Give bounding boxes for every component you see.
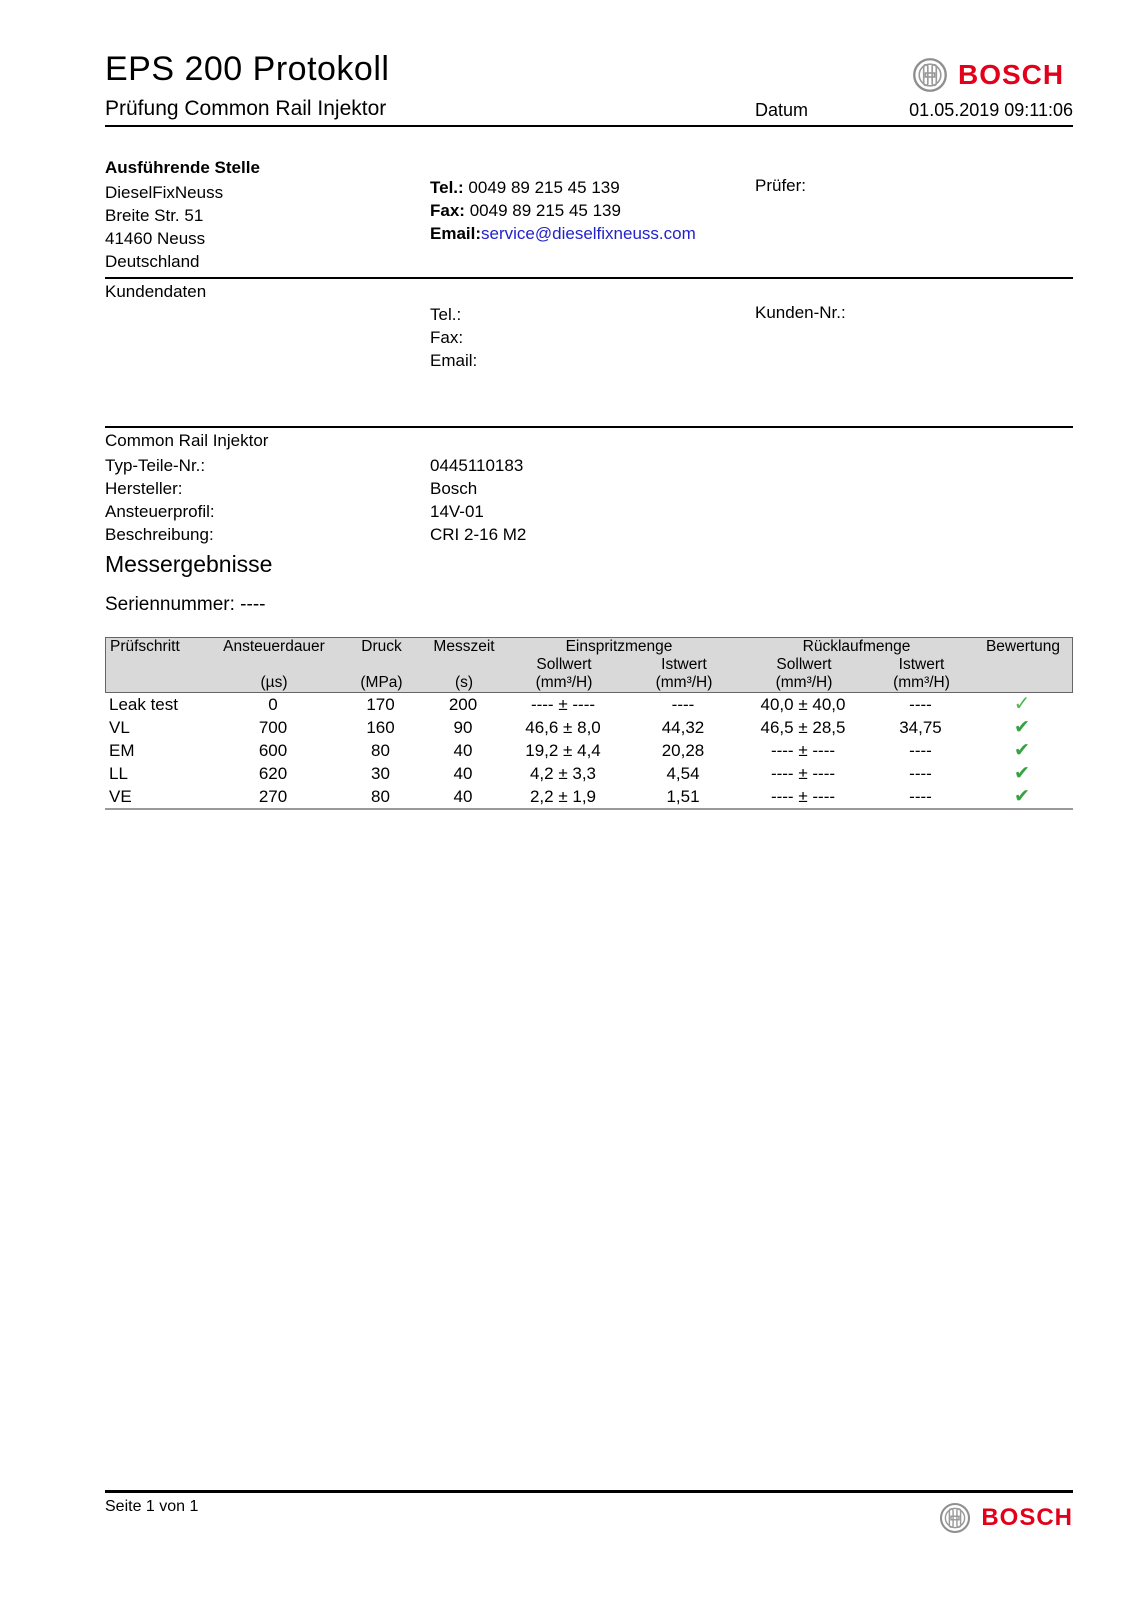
check-icon: ✔ bbox=[1014, 740, 1030, 761]
ruecklauf-istwert: ---- bbox=[909, 741, 932, 760]
ruecklauf-istwert: ---- bbox=[909, 695, 932, 714]
einspritz-istwert: 20,28 bbox=[661, 741, 705, 760]
kunden-nr-label: Kunden-Nr.: bbox=[755, 303, 846, 322]
einspritz-istwert: 1,51 bbox=[666, 787, 700, 806]
email-label: Email: bbox=[430, 224, 482, 243]
injektor-description: CRI 2-16 M2 bbox=[430, 525, 527, 544]
workshop-tel-row bbox=[430, 176, 696, 199]
einspritz-sollwert: 19,2 ± 4,4 bbox=[525, 741, 601, 760]
ruecklauf-istwert: 34,75 bbox=[899, 718, 942, 737]
ruecklauf-istwert: ---- bbox=[909, 764, 932, 783]
workshop-fax-row bbox=[430, 199, 696, 222]
step-name: LL bbox=[109, 764, 128, 783]
header-row-units bbox=[106, 674, 1072, 692]
footer-divider bbox=[105, 1490, 1073, 1493]
ruecklauf-sollwert: ---- ± ---- bbox=[770, 741, 836, 760]
tel-value: 0049 89 215 45 139 bbox=[468, 178, 620, 197]
bosch-logo bbox=[912, 57, 1064, 93]
bosch-armature-icon bbox=[912, 57, 948, 93]
druck-value: 80 bbox=[371, 741, 390, 760]
results-table-header bbox=[105, 637, 1073, 693]
subheader-sollwert: Sollwert bbox=[536, 656, 592, 673]
injektor-profile: 14V-01 bbox=[430, 502, 484, 521]
col-header-bewertung: Bewertung bbox=[985, 638, 1061, 655]
table-row-ve bbox=[105, 785, 1073, 808]
bosch-wordmark: BOSCH bbox=[958, 59, 1065, 90]
subheader-istwert: Istwert bbox=[661, 656, 707, 673]
datum-label: Datum bbox=[755, 100, 809, 120]
injektor-values bbox=[430, 454, 526, 546]
messzeit-value: 40 bbox=[453, 764, 473, 783]
col-header-druck: Druck bbox=[361, 638, 402, 655]
einspritz-sollwert: ---- ± ---- bbox=[530, 695, 596, 714]
subheader-sollwert: Sollwert bbox=[776, 656, 832, 673]
injektor-part-number: 0445110183 bbox=[430, 456, 524, 475]
bosch-armature-icon bbox=[939, 1502, 971, 1534]
ansteuerdauer-value: 620 bbox=[258, 764, 288, 783]
page-title: EPS 200 Protokoll bbox=[105, 50, 390, 88]
unit-mpa: (MPa) bbox=[360, 674, 403, 691]
unit-mm3h: (mm³/H) bbox=[893, 674, 950, 691]
workshop-contact bbox=[430, 176, 696, 245]
pruefer-label: Prüfer: bbox=[755, 176, 807, 195]
step-name: Leak test bbox=[109, 695, 178, 714]
col-header-pruefschritt: Prüfschritt bbox=[110, 638, 180, 655]
step-name: EM bbox=[109, 741, 135, 760]
col-header-messzeit: Messzeit bbox=[433, 638, 495, 655]
einspritz-istwert: 44,32 bbox=[661, 718, 705, 737]
customer-fax-label: Fax: bbox=[430, 328, 464, 347]
einspritz-sollwert: 2,2 ± 1,9 bbox=[529, 787, 597, 806]
workshop-name: DieselFixNeuss bbox=[105, 183, 224, 202]
step-name: VL bbox=[109, 718, 130, 737]
ansteuerdauer-value: 270 bbox=[258, 787, 288, 806]
injektor-label: Typ-Teile-Nr.: bbox=[105, 456, 206, 475]
subheader-istwert: Istwert bbox=[898, 656, 945, 673]
einspritz-sollwert: 4,2 ± 3,3 bbox=[529, 764, 597, 783]
col-group-einspritzmenge: Einspritzmenge bbox=[565, 638, 673, 655]
workshop-street: Breite Str. 51 bbox=[105, 206, 204, 225]
fax-value: 0049 89 215 45 139 bbox=[469, 201, 621, 220]
check-icon: ✓ bbox=[1013, 693, 1031, 715]
header-row-2 bbox=[106, 656, 1072, 674]
table-row-vl bbox=[105, 716, 1073, 739]
table-row-leak-test bbox=[105, 693, 1073, 716]
section-injektor-heading: Common Rail Injektor bbox=[105, 431, 269, 450]
injektor-labels bbox=[105, 454, 215, 546]
ruecklauf-sollwert: ---- ± ---- bbox=[770, 764, 836, 783]
einspritz-sollwert: 46,6 ± 8,0 bbox=[525, 718, 601, 737]
seriennummer: Seriennummer: ---- bbox=[105, 594, 266, 615]
page-number: Seite 1 von 1 bbox=[105, 1498, 199, 1515]
unit-mm3h: (mm³/H) bbox=[775, 674, 833, 691]
messzeit-value: 90 bbox=[453, 718, 473, 737]
injektor-label: Hersteller: bbox=[105, 479, 183, 498]
section-divider-2 bbox=[105, 426, 1073, 428]
messergebnisse-heading: Messergebnisse bbox=[105, 551, 273, 577]
einspritz-istwert: 4,54 bbox=[666, 764, 700, 783]
ruecklauf-sollwert: 46,5 ± 28,5 bbox=[760, 718, 846, 737]
check-icon: ✔ bbox=[1014, 763, 1030, 784]
druck-value: 160 bbox=[366, 718, 395, 737]
bosch-wordmark: BOSCH bbox=[981, 1504, 1073, 1531]
results-table-body bbox=[105, 693, 1073, 810]
datum-value: 01.05.2019 09:11:06 bbox=[909, 100, 1073, 120]
messzeit-value: 200 bbox=[448, 695, 478, 714]
fax-label: Fax: bbox=[430, 201, 465, 220]
header-row-1 bbox=[106, 638, 1072, 656]
einspritz-istwert: ---- bbox=[671, 695, 695, 714]
tel-label: Tel.: bbox=[430, 178, 464, 197]
injektor-label: Ansteuerprofil: bbox=[105, 502, 215, 521]
injektor-label: Beschreibung: bbox=[105, 525, 214, 544]
check-icon: ✔ bbox=[1014, 786, 1030, 807]
unit-mm3h: (mm³/H) bbox=[535, 674, 593, 691]
injektor-manufacturer: Bosch bbox=[430, 479, 478, 498]
footer-bosch-logo bbox=[939, 1502, 1073, 1534]
druck-value: 170 bbox=[366, 695, 395, 714]
results-table bbox=[105, 637, 1073, 810]
workshop-email-link[interactable]: service@dieselfixneuss.com bbox=[481, 224, 696, 243]
ansteuerdauer-value: 0 bbox=[268, 695, 278, 714]
unit-us: (µs) bbox=[260, 674, 288, 691]
customer-tel-label: Tel.: bbox=[430, 305, 462, 324]
ruecklauf-sollwert: 40,0 ± 40,0 bbox=[760, 695, 846, 714]
section-ausfuehrende-stelle-heading: Ausführende Stelle bbox=[105, 158, 260, 177]
check-icon: ✔ bbox=[1014, 717, 1030, 738]
workshop-email-row bbox=[430, 222, 696, 245]
section-divider-1 bbox=[105, 277, 1073, 279]
col-group-ruecklaufmenge: Rücklaufmenge bbox=[802, 638, 911, 655]
ruecklauf-sollwert: ---- ± ---- bbox=[770, 787, 836, 806]
header-divider bbox=[105, 125, 1073, 127]
druck-value: 80 bbox=[371, 787, 390, 806]
unit-mm3h: (mm³/H) bbox=[655, 674, 713, 691]
unit-s: (s) bbox=[454, 674, 474, 691]
messzeit-value: 40 bbox=[453, 787, 473, 806]
customer-email-label: Email: bbox=[430, 351, 478, 370]
table-row-em bbox=[105, 739, 1073, 762]
customer-contact bbox=[430, 303, 477, 372]
messzeit-value: 40 bbox=[453, 741, 473, 760]
druck-value: 30 bbox=[371, 764, 390, 783]
section-kundendaten-heading: Kundendaten bbox=[105, 282, 207, 301]
table-row-ll bbox=[105, 762, 1073, 785]
report-subtitle: Prüfung Common Rail Injektor bbox=[105, 97, 387, 120]
step-name: VE bbox=[109, 787, 132, 806]
workshop-country: Deutschland bbox=[105, 252, 200, 271]
col-header-ansteuerdauer: Ansteuerdauer bbox=[223, 638, 325, 655]
ruecklauf-istwert: ---- bbox=[909, 787, 932, 806]
workshop-city: 41460 Neuss bbox=[105, 229, 206, 248]
ansteuerdauer-value: 600 bbox=[258, 741, 288, 760]
ansteuerdauer-value: 700 bbox=[258, 718, 288, 737]
workshop-address bbox=[105, 181, 223, 273]
